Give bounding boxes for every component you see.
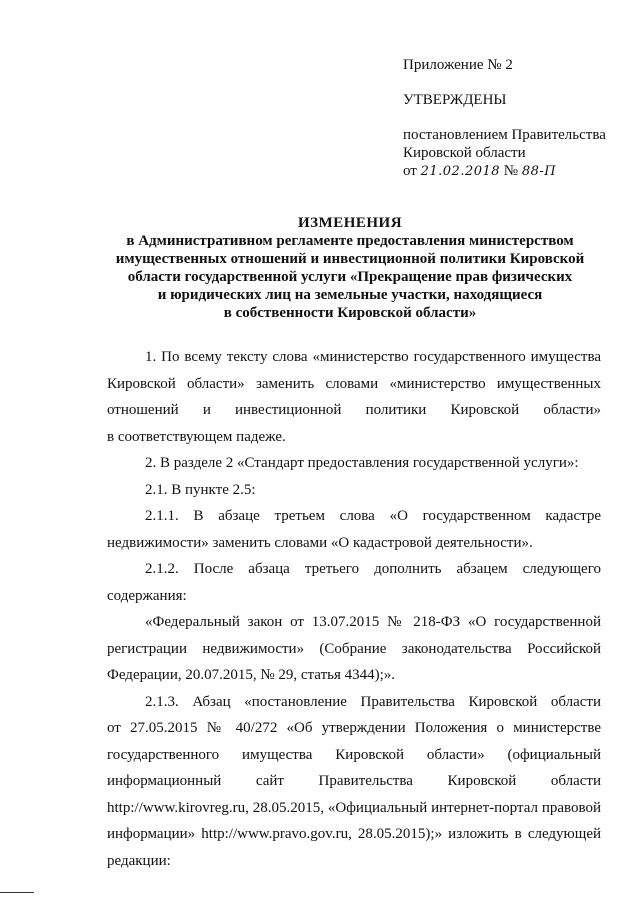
resolution-date-number	[403, 162, 623, 181]
appendix-label: Приложение № 2	[403, 57, 513, 73]
paragraph-6	[107, 609, 601, 689]
heading-line-1: в Административном регламенте предоставления министерством	[126, 233, 574, 249]
p6-line-2: регистрации недвижимости» (Собрание законодательства Российской	[107, 640, 601, 657]
number-label: №	[503, 163, 519, 179]
p6-line-1: «Федеральный закон от 13.07.2015 № 218-ФЗ «О государственной	[145, 614, 601, 630]
paragraph-7	[107, 689, 601, 875]
handwritten-number: 88-П	[521, 164, 557, 179]
p1-line-4: в соответствующем падеже.	[107, 428, 286, 445]
p5-line-2: содержания:	[107, 587, 187, 604]
p7-line-6: информации» http://www.pravo.gov.ru, 28.05.2015);» изложить в следующей	[107, 826, 601, 842]
heading-line-2: имущественных отношений и инвестиционной политики Кировской	[115, 251, 585, 267]
document-body	[107, 344, 601, 874]
p7-line-2: от 27.05.2015 № 40/272 «Об утверждении Положения о министерстве	[107, 720, 601, 736]
p7-line-7: редакции:	[107, 852, 171, 869]
heading-line-4: и юридических лиц на земельные участки, находящиеся	[157, 287, 543, 303]
paragraph-1	[107, 344, 601, 450]
footnote-rule	[0, 892, 34, 893]
resolution-line-1: постановлением Правительства	[403, 127, 606, 143]
from-label: от	[403, 163, 417, 179]
p5-line-1: 2.1.2. После абзаца третьего дополнить абзацем следующего	[145, 561, 601, 577]
paragraph-4	[107, 503, 601, 556]
approved-label: УТВЕРЖДЕНЫ	[403, 92, 507, 108]
p7-line-3: государственного имущества Кировской области» (официальный	[107, 746, 601, 763]
p1-line-1: 1. По всему тексту слова «министерство государственного имущества	[145, 349, 601, 365]
paragraph-3: 2.1. В пункте 2.5:	[145, 481, 256, 498]
paragraph-2: 2. В разделе 2 «Стандарт предоставления государственной услуги»:	[145, 455, 579, 471]
heading-line-5: в собственности Кировской области»	[223, 305, 477, 321]
approval-block	[403, 56, 623, 181]
p1-line-2: Кировской области» заменить словами «министерство имущественных	[107, 375, 601, 392]
resolution-line-2: Кировской области	[403, 145, 526, 161]
heading-line-3: области государственной услуги «Прекращение прав физических	[127, 269, 573, 285]
p4-line-1: 2.1.1. В абзаце третьем слова «О государственном кадастре	[145, 508, 601, 524]
handwritten-date: 21.02.2018	[420, 164, 501, 179]
document-title: ИЗМЕНЕНИЯ	[297, 215, 403, 231]
paragraph-5	[107, 556, 601, 609]
p4-line-2: недвижимости» заменить словами «О кадастровой деятельности».	[107, 534, 533, 551]
p1-line-3: отношений и инвестиционной политики Кировской области»	[107, 402, 601, 418]
p7-line-4: информационный сайт Правительства Кировской области	[107, 773, 601, 789]
document-heading	[100, 214, 600, 322]
p7-line-5: http://www.kirovreg.ru, 28.05.2015, «Официальный интернет-портал правовой	[107, 799, 601, 816]
p7-line-1: 2.1.3. Абзац «постановление Правительства Кировской области	[145, 693, 601, 710]
p6-line-3: Федерации, 20.07.2015, № 29, статья 4344);».	[107, 667, 396, 683]
